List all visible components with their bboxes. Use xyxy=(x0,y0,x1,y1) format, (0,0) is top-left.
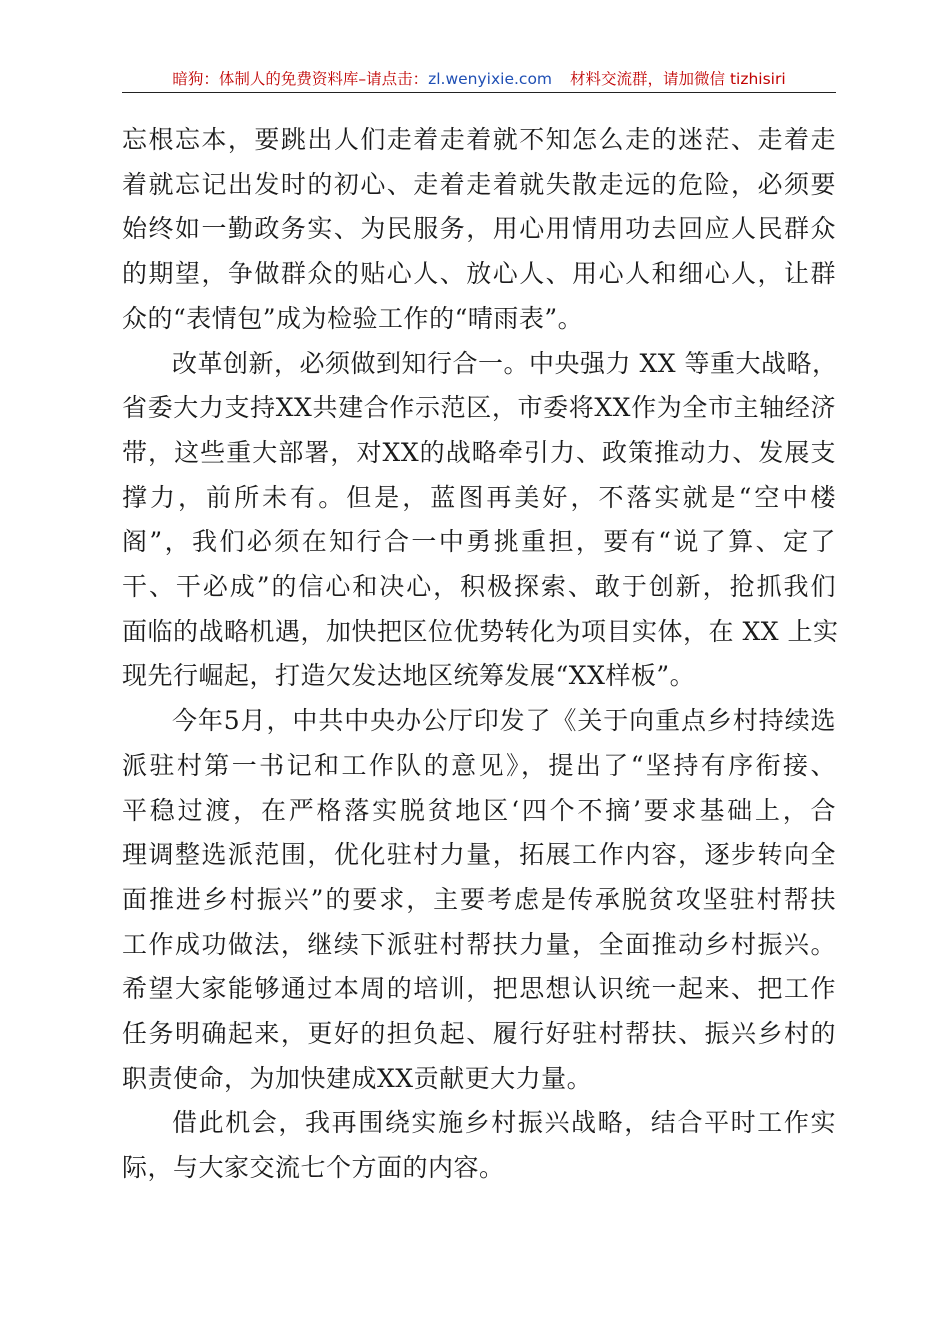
paragraph-2 xyxy=(122,342,839,700)
header-brand: 暗狗：体制人的免费资料库 xyxy=(172,70,359,88)
text-line: 干、干必成”的信心和决心，积极探索、敢于创新，抢抓我们 xyxy=(122,572,836,602)
text-line: 借此机会，我再围绕实施乡村振兴战略，结合平时工作实 xyxy=(172,1108,836,1138)
paragraph-3 xyxy=(122,699,836,1101)
text-line: 工作成功做法，继续下派驻村帮扶力量，全面推动乡村振兴。 xyxy=(122,929,836,959)
text-line: 省委大力支持XX共建合作示范区，市委将XX作为全市主轴经济 xyxy=(122,393,836,423)
document-body xyxy=(122,118,839,1191)
text-line: 希望大家能够通过本周的培训，把思想认识统一起来、把工作 xyxy=(122,974,836,1004)
text-line: 带，这些重大部署，对XX的战略牵引力、政策推动力、发展支 xyxy=(122,437,836,467)
text-line: 今年5月，中共中央办公厅印发了《关于向重点乡村持续选 xyxy=(172,706,836,736)
text-line: 际，与大家交流七个方面的内容。 xyxy=(122,1153,505,1183)
text-line: 理调整选派范围，优化驻村力量，拓展工作内容，逐步转向全 xyxy=(122,840,836,870)
paragraph-4 xyxy=(122,1101,836,1190)
header-prompt: –请点击： xyxy=(358,70,429,88)
text-line: 平稳过渡，在严格落实脱贫地区‘四个不摘’要求基础上，合 xyxy=(122,795,836,825)
text-line: 派驻村第一书记和工作队的意见》，提出了“坚持有序衔接、 xyxy=(122,750,836,780)
text-line: 着就忘记出发时的初心、走着走着就失散走远的危险，必须要 xyxy=(122,169,836,199)
header-url-link[interactable]: zl.wenyixie.com xyxy=(428,70,553,88)
header-group-info: 材料交流群，请加微信 tizhisiri xyxy=(570,70,786,88)
page-header xyxy=(122,66,836,93)
text-line: 的期望，争做群众的贴心人、放心人、用心人和细心人，让群 xyxy=(122,259,836,289)
text-line: 职责使命，为加快建成XX贡献更大力量。 xyxy=(122,1063,593,1093)
text-line: 现先行崛起，打造欠发达地区统筹发展“XX样板”。 xyxy=(122,661,696,691)
text-line: 众的“表情包”成为检验工作的“晴雨表”。 xyxy=(122,303,584,333)
text-line: 撑力，前所未有。但是，蓝图再美好，不落实就是“空中楼 xyxy=(122,482,836,512)
text-line: 改革创新，必须做到知行合一。中央强力 XX 等重大战略， xyxy=(172,348,838,378)
text-line: 阁”，我们必须在知行合一中勇挑重担，要有“说了算、定了 xyxy=(122,527,836,557)
text-line: 任务明确起来，更好的担负起、履行好驻村帮扶、振兴乡村的 xyxy=(122,1019,836,1049)
text-line: 面推进乡村振兴”的要求，主要考虑是传承脱贫攻坚驻村帮扶 xyxy=(122,884,836,914)
text-line: 面临的战略机遇，加快把区位优势转化为项目实体，在 XX 上实 xyxy=(122,616,839,646)
paragraph-1 xyxy=(122,118,836,342)
text-line: 忘根忘本，要跳出人们走着走着就不知怎么走的迷茫、走着走 xyxy=(122,125,836,154)
text-line: 始终如一勤政务实、为民服务，用心用情用功去回应人民群众 xyxy=(122,214,836,244)
